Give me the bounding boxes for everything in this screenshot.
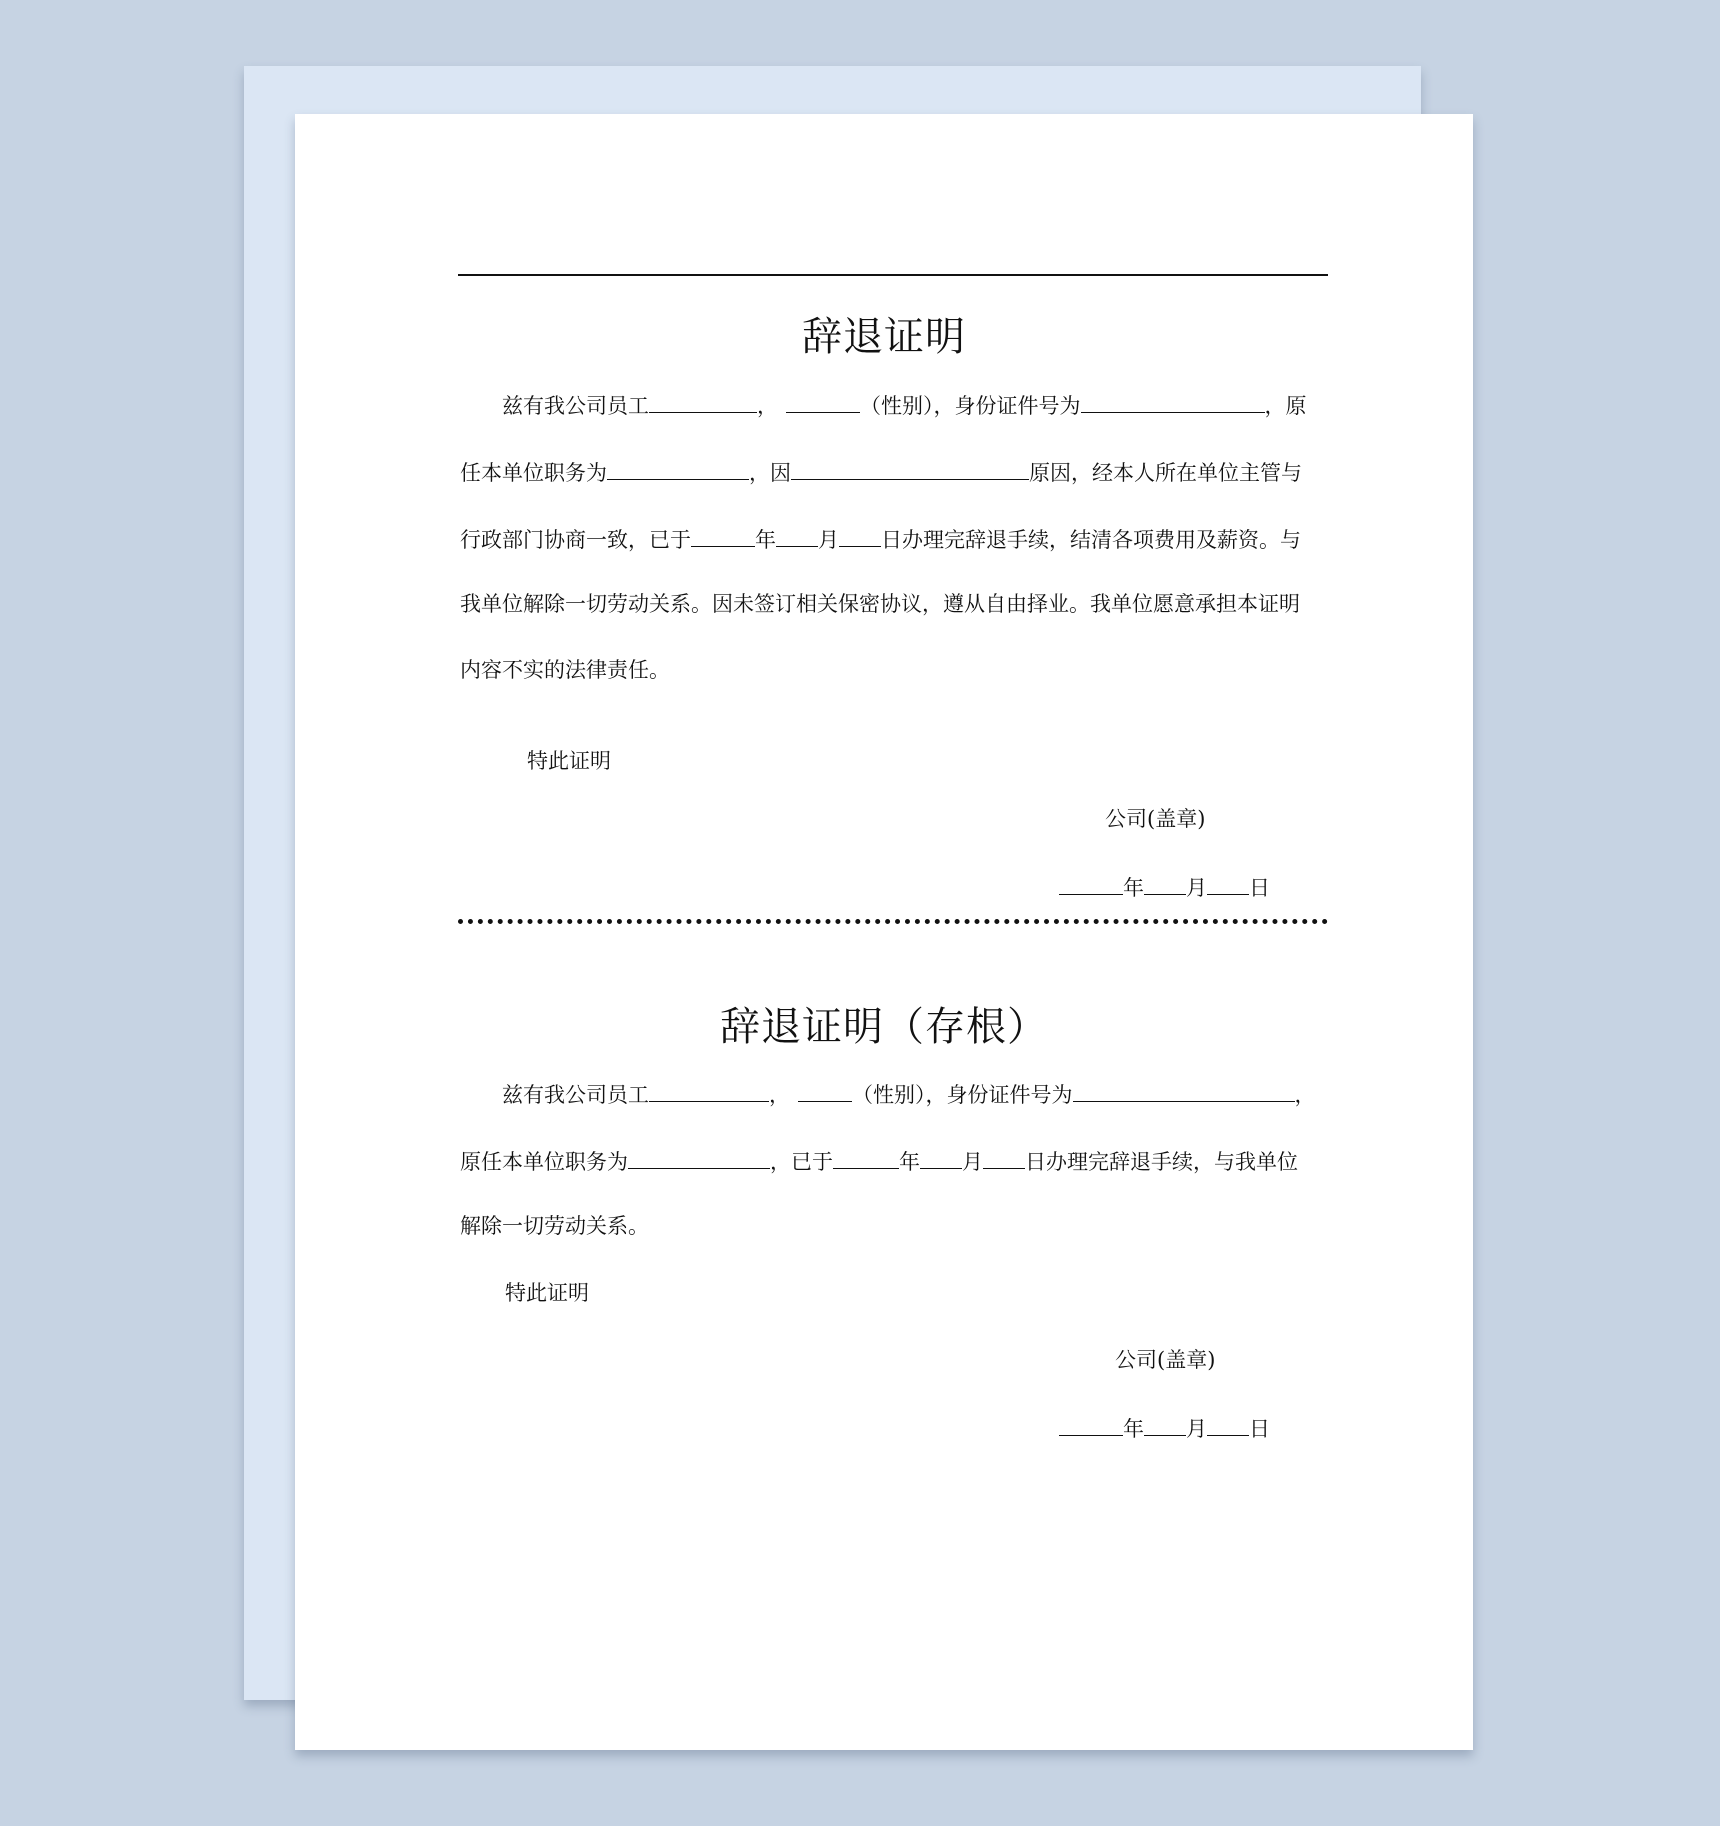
top-rule	[458, 274, 1328, 276]
stub-sign-month-blank[interactable]	[1144, 1416, 1186, 1436]
year-blank[interactable]	[691, 527, 755, 547]
stub-sign-year-blank[interactable]	[1059, 1416, 1123, 1436]
tear-line	[458, 919, 1328, 924]
stub-month-blank[interactable]	[920, 1149, 962, 1169]
employee-name-blank[interactable]	[649, 393, 757, 413]
stub-sign-day-blank[interactable]	[1207, 1416, 1249, 1436]
stub-employee-name-blank[interactable]	[649, 1082, 769, 1102]
reason-blank[interactable]	[791, 460, 1029, 480]
main-closing: 特此证明	[527, 749, 611, 773]
day-blank[interactable]	[839, 527, 881, 547]
main-line-2: 任本单位职务为 ，因 原因，经本人所在单位主管与	[460, 461, 1302, 485]
main-company-stamp: 公司(盖章)	[1105, 807, 1206, 831]
stub-line-3: 解除一切劳动关系。	[460, 1214, 649, 1238]
main-sign-month-blank[interactable]	[1144, 875, 1186, 895]
main-sign-year-blank[interactable]	[1059, 875, 1123, 895]
stub-year-blank[interactable]	[833, 1149, 899, 1169]
main-line-1: 兹有我公司员工 ， （性别），身份证件号为 ，原	[502, 394, 1307, 418]
stub-gender-blank[interactable]	[798, 1082, 852, 1102]
stub-company-stamp: 公司(盖章)	[1115, 1348, 1216, 1372]
month-blank[interactable]	[776, 527, 818, 547]
main-sign-day-blank[interactable]	[1207, 875, 1249, 895]
main-line-4: 我单位解除一切劳动关系。因未签订相关保密协议，遵从自由择业。我单位愿意承担本证明	[460, 592, 1300, 616]
stub-position-blank[interactable]	[628, 1149, 770, 1169]
position-blank[interactable]	[607, 460, 749, 480]
document-page	[295, 114, 1473, 1750]
gender-blank[interactable]	[786, 393, 860, 413]
id-number-blank[interactable]	[1081, 393, 1265, 413]
stub-date: 年 月 日	[1059, 1416, 1270, 1440]
main-date: 年 月 日	[1059, 875, 1270, 899]
stub-id-number-blank[interactable]	[1073, 1082, 1295, 1102]
main-line-3: 行政部门协商一致，已于 年 月 日办理完辞退手续，结清各项费用及薪资。与	[460, 528, 1301, 552]
main-line-5: 内容不实的法律责任。	[460, 658, 670, 682]
stub-title: 辞退证明（存根）	[720, 1004, 1048, 1050]
stub-line-2: 原任本单位职务为 ，已于 年 月 日办理完辞退手续，与我单位	[460, 1150, 1298, 1174]
stub-closing: 特此证明	[505, 1281, 589, 1305]
stub-line-1: 兹有我公司员工 ， （性别），身份证件号为 ，	[502, 1083, 1316, 1107]
main-title: 辞退证明	[802, 314, 966, 360]
stub-day-blank[interactable]	[983, 1149, 1025, 1169]
